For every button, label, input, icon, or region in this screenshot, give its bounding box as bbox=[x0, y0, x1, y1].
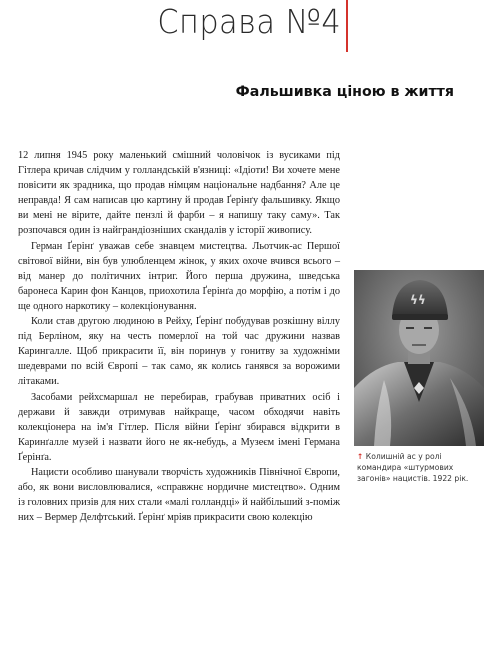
portrait-photo bbox=[354, 270, 484, 446]
chapter-header bbox=[0, 0, 484, 54]
paragraph: Нацисти особливо шанували творчість художників Північної Європи, або, як вони висловлювалися, «справжнє нордичне мистецтво». Одним із головних призів для них стали «малі голландці» й найбільший з-поміж них – Вермер Делфтський. Ґерінґ мріяв прикрасити свою колекцію bbox=[18, 466, 340, 524]
caption-text: Колишній ас у ролі командира «штурмових загонів» нацистів. 1922 рік. bbox=[357, 452, 469, 483]
portrait-photo-icon bbox=[354, 270, 484, 446]
photo-caption bbox=[357, 451, 477, 484]
chapter-title: Справа №4 bbox=[157, 2, 342, 41]
paragraph: Герман Ґерінґ уважав себе знавцем мистецтва. Льотчик-ас Першої світової війни, він був улюбленцем жінок, у яких охоче вчився всього – від манер до політичних інтриг. Його перша дружина, шведська баронеса Карин фон Канцов, приохотила Ґерінґа до морфію, а потім і до ще одного наркотику – колекціонування. bbox=[18, 240, 340, 312]
article-body bbox=[18, 148, 340, 525]
paragraph: 12 липня 1945 року маленький смішний чоловічок із вусиками під Гітлера кричав слідчим у голландській в'язниці: «Ідіоти! Ви хочете мене повісити як зрадника, що продав німцям національне надбання? Але це неправда! Я сам написав цю картину й продав Ґерінґу фальшивку. Якщо ви мені не вірите, дайте пензлі й фарби – я напишу таку саму». Так розпочався один із найграндіозніших скандалів у історії живопису. bbox=[18, 150, 340, 237]
arrow-up-icon: ↑ bbox=[357, 452, 364, 461]
paragraph: Засобами рейхсмаршал не перебирав, грабував приватних осіб і держави й завжди отримував найкраще, часом обходячи навіть колекціонера на ім'я Гітлер. Після війни Ґерінґ збирався відкрити в Каринґалле музей і назвати його не як-небудь, а Музеєм імені Германа Ґерінґа. bbox=[18, 391, 340, 463]
header-accent-rule bbox=[346, 0, 348, 52]
paragraph: Коли став другою людиною в Рейху, Ґерінґ побудував розкішну віллу під Берліном, яку на честь померлої на той час дружини назвав Карингалле. Щоб прикрасити її, він поринув у гонитву за художніми шедеврами по всій Європі – так само, як колись ганявся за ворожими літаками. bbox=[18, 316, 340, 388]
svg-text:ϟϟ: ϟϟ bbox=[410, 293, 426, 307]
article-title: Фальшивка ціною в життя bbox=[235, 84, 454, 100]
